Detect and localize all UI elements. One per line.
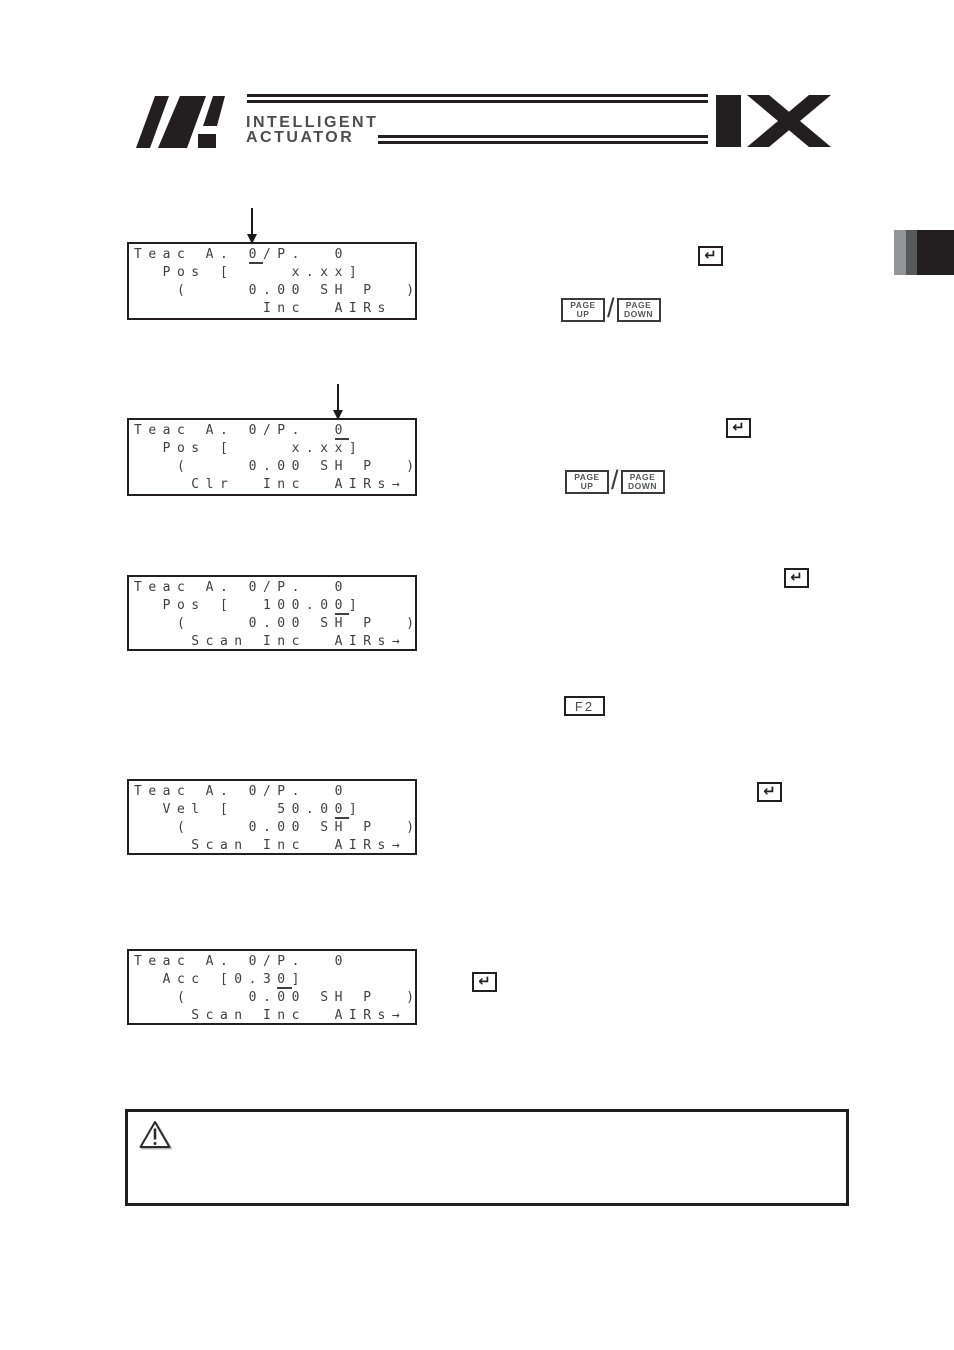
enter-key-icon: ↵ (698, 246, 723, 266)
page-up-label-bottom: UP (576, 308, 590, 319)
slash-separator: / (607, 293, 615, 323)
cursor-underline: 0 (248, 247, 263, 262)
slash-separator: / (611, 465, 619, 495)
warning-triangle-icon (138, 1120, 172, 1150)
f2-key-icon: F2 (564, 696, 605, 716)
iai-logo-icon (136, 96, 230, 148)
page-down-key-icon (617, 298, 661, 322)
page-down-label-bottom: DOWN (628, 480, 657, 491)
cursor-underline: 0 (334, 802, 349, 817)
lcd-screen-position-input (127, 575, 421, 651)
brand-line1: INTELLIGENT (246, 114, 379, 131)
caution-box (125, 1109, 849, 1206)
cursor-underline: 0 (334, 598, 349, 613)
header-rule-top (247, 94, 708, 103)
lcd-text: Teac A. 0/P. 0 Pos [ 100.00] ( 0.00 SH P ) Scan Inc AIRs→ (134, 580, 421, 649)
section-tab (894, 230, 954, 275)
ix-product-logo (716, 95, 832, 147)
enter-key-icon: ↵ (757, 782, 782, 802)
enter-key-icon: ↵ (784, 568, 809, 588)
page-down-label-bottom: DOWN (624, 308, 653, 319)
section-tab-band-mid (906, 230, 917, 275)
page-up-label-bottom: UP (580, 480, 594, 491)
page-down-label-top: PAGE (625, 300, 652, 310)
page-up-down-keys (561, 294, 661, 325)
lcd-screen-acceleration-input (127, 949, 421, 1025)
page-up-label-top: PAGE (574, 472, 600, 482)
brand-line2: ACTUATOR (246, 129, 355, 146)
lcd-text: Teac A. 0/P. 0 Vel [ 50.00] ( 0.00 SH P ) Scan Inc AIRs→ (134, 784, 421, 853)
enter-key-icon: ↵ (472, 972, 497, 992)
section-tab-band-dark (917, 230, 954, 275)
page-up-label-top: PAGE (570, 300, 596, 310)
page-up-key-icon (561, 298, 605, 322)
cursor-underline: 0 (334, 423, 349, 438)
page-up-down-keys (565, 466, 665, 497)
pointer-arrow (337, 384, 339, 410)
pointer-arrow (251, 208, 253, 234)
page-down-label-top: PAGE (629, 472, 656, 482)
lcd-text: Teac A. 0/P. 0 Pos [ x.xx] ( 0.00 SH P ) Inc AIRs (134, 247, 421, 316)
section-tab-band-light (894, 230, 906, 275)
lcd-screen-axis-select (127, 242, 421, 320)
header-rule-bottom (378, 135, 708, 144)
lcd-screen-position-no (127, 418, 421, 496)
enter-key-icon: ↵ (726, 418, 751, 438)
lcd-text: Teac A. 0/P. 0 Acc [0.30] ( 0.00 SH P ) Scan Inc AIRs→ (134, 954, 421, 1023)
ix-logo-x-icon (747, 95, 831, 147)
page-down-key-icon (621, 470, 665, 494)
page-up-key-icon (565, 470, 609, 494)
lcd-screen-velocity-input (127, 779, 421, 855)
ix-logo-i-bar (716, 95, 741, 147)
brand-text (246, 115, 378, 145)
lcd-text: Teac A. 0/P. 0 Pos [ x.xx] ( 0.00 SH P ) Clr Inc AIRs→ (134, 423, 421, 492)
cursor-underline: 0 (277, 972, 292, 987)
